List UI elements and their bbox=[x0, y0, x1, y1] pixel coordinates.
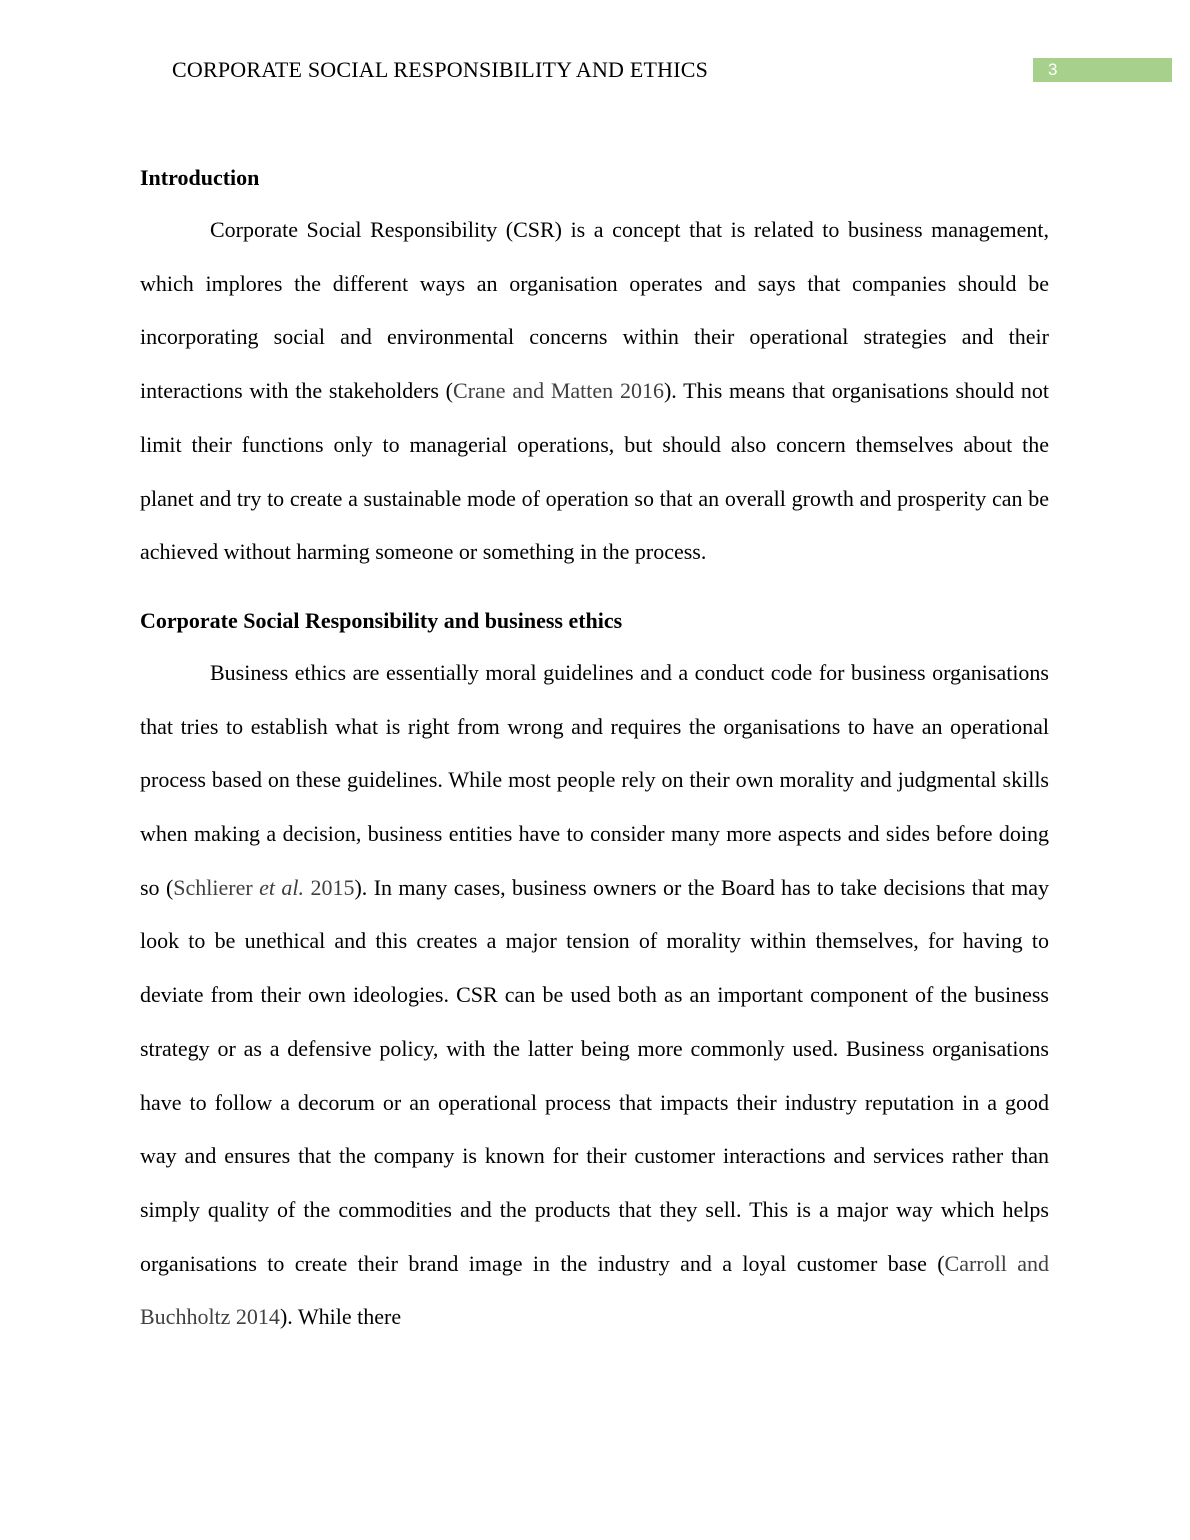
spacer bbox=[140, 639, 1049, 646]
csr-ethics-paragraph bbox=[140, 646, 1049, 1344]
introduction-paragraph bbox=[140, 203, 1049, 579]
paragraph-text: ). This means that organisations should not limit their functions only to managerial operations, but should also concern themselves about the planet and try to create a sustainable mode of operation so that an overall growth and prosperity can be achieved without harming someone or something in the process. bbox=[140, 378, 1050, 565]
section-heading-introduction: Introduction bbox=[140, 165, 260, 190]
citation-et-al: et al. bbox=[259, 874, 305, 900]
spacer bbox=[140, 196, 1049, 203]
citation-year: 2015 bbox=[304, 874, 355, 900]
running-head-title: CORPORATE SOCIAL RESPONSIBILITY AND ETHICS bbox=[172, 57, 709, 82]
paragraph-text: ). In many cases, business owners or the Board has to take decisions that may look to be unethical and this creates a major tension of morality within themselves, for having to deviate from their own ideologies. CSR can be used both as an important component of the business strategy or as a defensive policy, with the latter being more commonly used. Business organisations have to follow a decorum or an operational process that impacts their industry reputation in a good way and ensures that the company is known for their customer interactions and services rather than simply quality of the commodities and the products that they sell. This is a major way which helps organisations to create their brand image in the industry and a loyal customer base ( bbox=[140, 874, 1050, 1276]
paragraph-text: Corporate Social Responsibility (CSR) is a concept that is related to business management, which implores the different ways an organisation operates and says that companies should be incorporating social and environmental concerns within their operational strategies and their interactions with the stakeholders ( bbox=[140, 217, 1049, 404]
citation-crane-matten: Crane and Matten 2016 bbox=[453, 378, 664, 404]
paragraph-text: Business ethics are essentially moral guidelines and a conduct code for business organisations that tries to establish what is right from wrong and requires the organisations to have an operational process based on these guidelines. While most people rely on their own morality and judgmental skills when making a decision, business entities have to consider many more aspects and sides before doing so ( bbox=[140, 659, 1049, 900]
section-heading-csr-ethics: Corporate Social Responsibility and business ethics bbox=[140, 607, 623, 633]
citation-carroll-buchholtz: Carroll and Buchholtz 2014 bbox=[140, 1250, 1049, 1330]
paragraph-text: ). While there bbox=[279, 1304, 402, 1330]
document-body bbox=[140, 160, 1049, 1344]
spacer bbox=[140, 579, 1049, 603]
page-number: 3 bbox=[1033, 58, 1172, 82]
citation-author: Schlierer bbox=[173, 874, 260, 900]
citation-schlierer bbox=[173, 875, 354, 900]
